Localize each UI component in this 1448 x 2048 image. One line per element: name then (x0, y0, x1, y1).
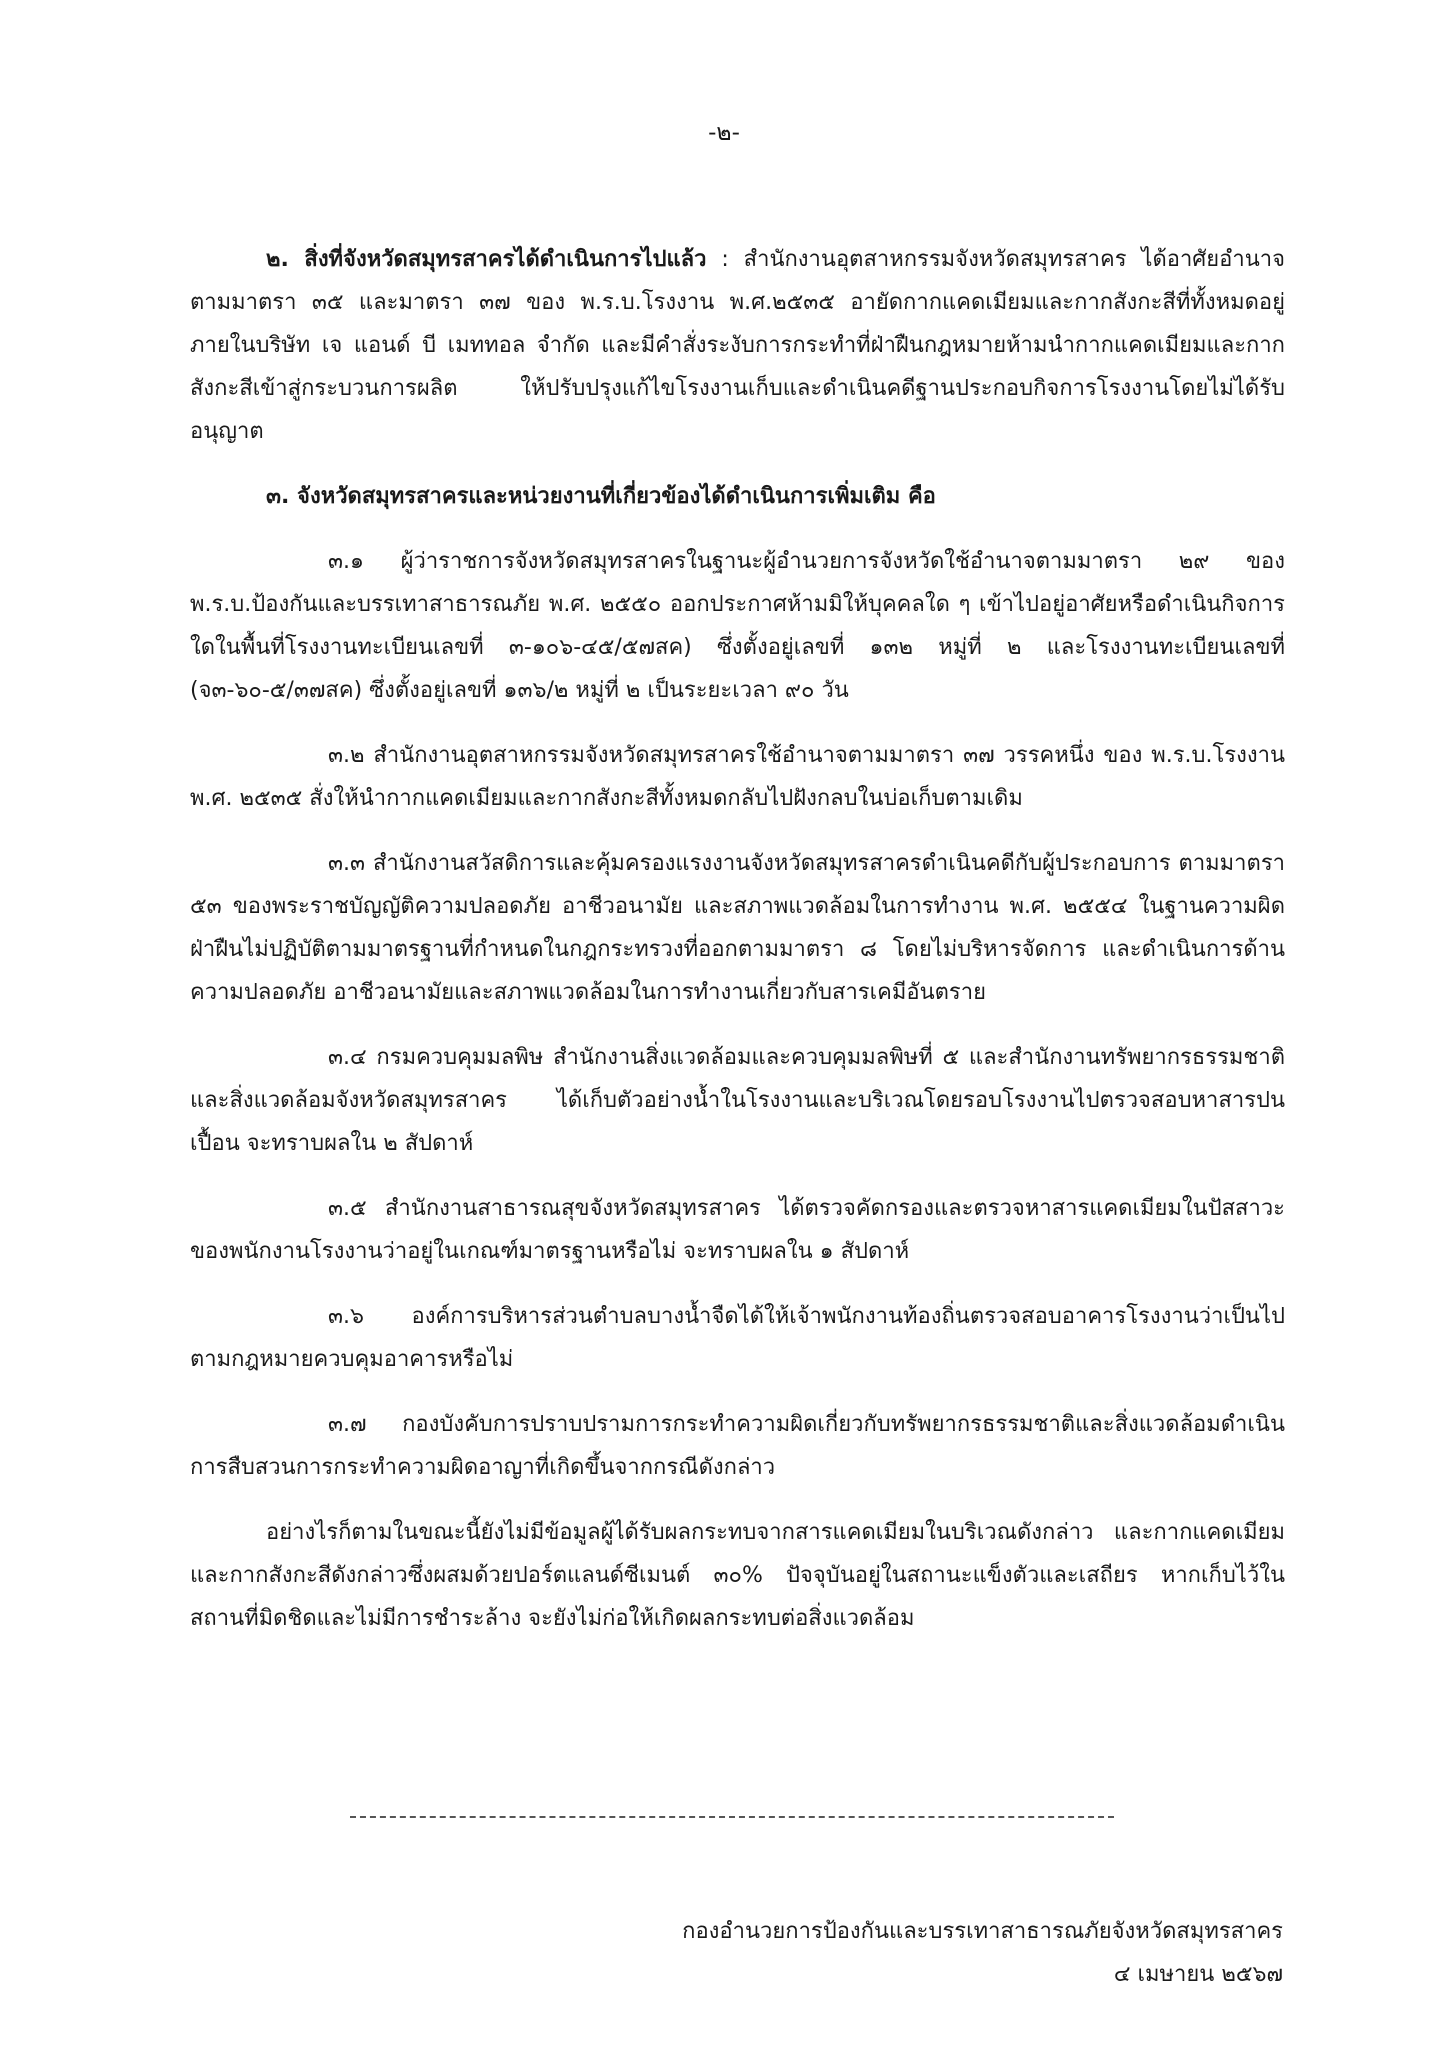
section-3-2: ๓.๒ สำนักงานอุตสาหกรรมจังหวัดสมุทรสาครใช้อำนาจตามมาตรา ๓๗ วรรคหนึ่ง ของ พ.ร.บ.โรงงาน พ.ศ. ๒๕๓๕ สั่งให้นำกากแคดเมียมและกากสังกะสีทั้งหมดกลับไปฝังกลบในบ่อเก็บตามเดิม (190, 743, 1285, 811)
page-number: -๒- (708, 120, 740, 146)
section-2-heading: ๒. สิ่งที่จังหวัดสมุทรสาครได้ดำเนินการไปแล้ว (266, 247, 707, 272)
dashed-divider (350, 1816, 1114, 1818)
section-2-paragraph (190, 238, 1285, 453)
section-3-4: ๓.๔ กรมควบคุมมลพิษ สำนักงานสิ่งแวดล้อมและควบคุมมลพิษที่ ๕ และสำนักงานทรัพยากรธรรมชาติและสิ่งแวดล้อมจังหวัดสมุทรสาคร ได้เก็บตัวอย่างน้ำในโรงงานและบริเวณโดยรอบโรงงานไปตรวจสอบหาสารปนเปื้อน จะทราบผลใน ๒ สัปดาห์ (190, 1045, 1285, 1156)
document-body (190, 238, 1285, 1640)
signature-date: ๔ เมษายน ๒๕๖๗ (1113, 1962, 1283, 1987)
signature-block (682, 1910, 1283, 1996)
section-2-body: : สำนักงานอุตสาหกรรมจังหวัดสมุทรสาคร ได้อาศัยอำนาจตามมาตรา ๓๕ และมาตรา ๓๗ ของ พ.ร.บ.โรงงาน พ.ศ.๒๕๓๕ อายัดกากแคดเมียมและกากสังกะสีที่ทั้งหมดอยู่ภายในบริษัท เจ แอนด์ บี เมททอล จำกัด และมีคำสั่งระงับการกระทำที่ฝ่าฝืนกฎหมายห้ามนำกากแคดเมียมและกากสังกะสีเข้าสู่กระบวนการผลิต ให้ปรับปรุงแก้ไขโรงงานเก็บและดำเนินคดีฐานประกอบกิจการโรงงานโดยไม่ได้รับอนุญาต (190, 247, 1285, 444)
section-3-1: ๓.๑ ผู้ว่าราชการจังหวัดสมุทรสาครในฐานะผู้อำนวยการจังหวัดใช้อำนาจตามมาตรา ๒๙ ของ พ.ร.บ.ป้องกันและบรรเทาสาธารณภัย พ.ศ. ๒๕๕๐ ออกประกาศห้ามมิให้บุคคลใด ๆ เข้าไปอยู่อาศัยหรือดำเนินกิจการใดในพื้นที่โรงงานทะเบียนเลขที่ ๓-๑๐๖-๔๕/๕๗สค) ซึ่งตั้งอยู่เลขที่ ๑๓๒ หมู่ที่ ๒ และโรงงานทะเบียนเลขที่ (จ๓-๖๐-๕/๓๗สค) ซึ่งตั้งอยู่เลขที่ ๑๓๖/๒ หมู่ที่ ๒ เป็นระยะเวลา ๙๐ วัน (190, 549, 1285, 703)
section-3-5: ๓.๕ สำนักงานสาธารณสุขจังหวัดสมุทรสาคร ได้ตรวจคัดกรองและตรวจหาสารแคดเมียมในปัสสาวะของพนักงานโรงงานว่าอยู่ในเกณฑ์มาตรฐานหรือไม่ จะทราบผลใน ๑ สัปดาห์ (190, 1196, 1285, 1264)
section-3-7: ๓.๗ กองบังคับการปราบปรามการกระทำความผิดเกี่ยวกับทรัพยากรธรรมชาติและสิ่งแวดล้อมดำเนินการสืบสวนการกระทำความผิดอาญาที่เกิดขึ้นจากกรณีดังกล่าว (190, 1412, 1285, 1480)
section-3-heading: ๓. จังหวัดสมุทรสาครและหน่วยงานที่เกี่ยวข้องได้ดำเนินการเพิ่มเติม คือ (266, 484, 936, 509)
signature-organization: กองอำนวยการป้องกันและบรรเทาสาธารณภัยจังหวัดสมุทรสาคร (682, 1919, 1283, 1944)
section-3-3: ๓.๓ สำนักงานสวัสดิการและคุ้มครองแรงงานจังหวัดสมุทรสาครดำเนินคดีกับผู้ประกอบการ ตามมาตรา ๕๓ ของพระราชบัญญัติความปลอดภัย อาชีวอนามัย และสภาพแวดล้อมในการทำงาน พ.ศ. ๒๕๕๔ ในฐานความผิดฝ่าฝืนไม่ปฏิบัติตามมาตรฐานที่กำหนดในกฎกระทรวงที่ออกตามมาตรา ๘ โดยไม่บริหารจัดการ และดำเนินการด้านความปลอดภัย อาชีวอนามัยและสภาพแวดล้อมในการทำงานเกี่ยวกับสารเคมีอันตราย (190, 851, 1285, 1005)
closing-paragraph: อย่างไรก็ตามในขณะนี้ยังไม่มีข้อมูลผู้ได้รับผลกระทบจากสารแคดเมียมในบริเวณดังกล่าว และกากแคดเมียมและกากสังกะสีดังกล่าวซึ่งผสมด้วยปอร์ตแลนด์ซีเมนต์ ๓๐% ปัจจุบันอยู่ในสถานะแข็งตัวและเสถียร หากเก็บไว้ในสถานที่มิดชิดและไม่มีการชำระล้าง จะยังไม่ก่อให้เกิดผลกระทบต่อสิ่งแวดล้อม (190, 1520, 1285, 1631)
section-3-6: ๓.๖ องค์การบริหารส่วนตำบลบางน้ำจืดได้ให้เจ้าพนักงานท้องถิ่นตรวจสอบอาคารโรงงานว่าเป็นไปตามกฎหมายควบคุมอาคารหรือไม่ (190, 1304, 1285, 1372)
